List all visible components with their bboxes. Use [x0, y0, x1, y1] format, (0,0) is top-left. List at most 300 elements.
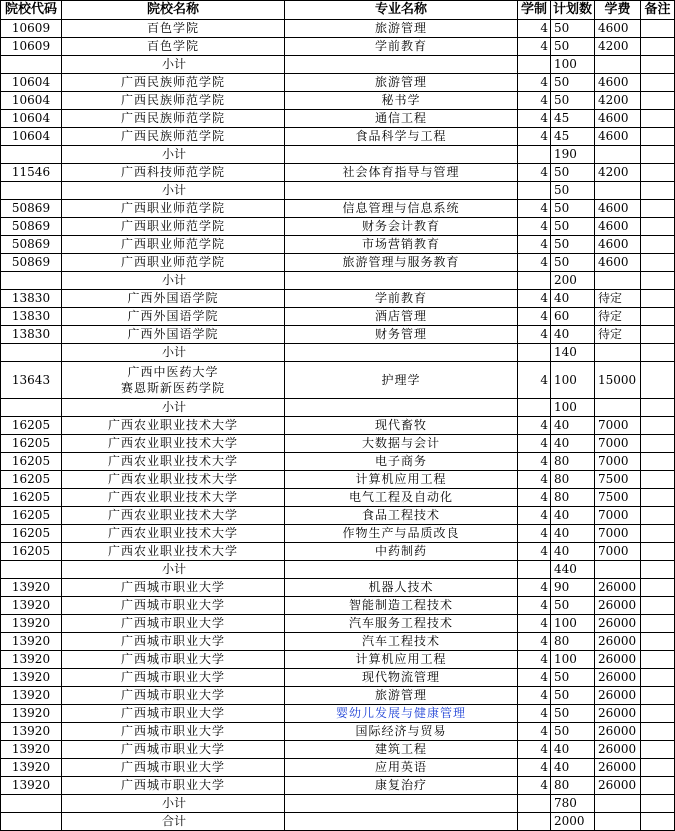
major-name-cell: 护理学 — [285, 362, 518, 399]
years-cell: 4 — [518, 290, 551, 308]
subtotal-row — [1, 344, 675, 362]
plan-count-cell: 50 — [551, 74, 595, 92]
table-row — [1, 453, 675, 471]
empty-cell — [641, 182, 675, 200]
school-name-cell: 广西城市职业大学 — [62, 633, 285, 651]
empty-cell — [285, 344, 518, 362]
plan-count-cell: 40 — [551, 290, 595, 308]
tuition-cell: 4600 — [595, 20, 641, 38]
school-code-cell: 16205 — [1, 417, 62, 435]
notes-cell — [641, 759, 675, 777]
years-cell: 4 — [518, 38, 551, 56]
plan-count-cell: 50 — [551, 92, 595, 110]
notes-cell — [641, 110, 675, 128]
years-cell: 4 — [518, 687, 551, 705]
empty-cell — [285, 56, 518, 74]
empty-cell — [641, 795, 675, 813]
subtotal-label-cell: 小计 — [62, 146, 285, 164]
table-row — [1, 741, 675, 759]
empty-cell — [518, 272, 551, 290]
empty-cell — [518, 399, 551, 417]
years-cell: 4 — [518, 723, 551, 741]
empty-cell — [595, 272, 641, 290]
empty-cell — [595, 795, 641, 813]
notes-cell — [641, 417, 675, 435]
subtotal-row — [1, 146, 675, 164]
header-row — [1, 1, 675, 20]
table-row — [1, 254, 675, 272]
notes-cell — [641, 308, 675, 326]
tuition-cell: 26000 — [595, 633, 641, 651]
subtotal-row — [1, 272, 675, 290]
header-school-code: 院校代码 — [1, 1, 62, 20]
years-cell: 4 — [518, 110, 551, 128]
empty-cell — [285, 561, 518, 579]
years-cell: 4 — [518, 543, 551, 561]
empty-cell — [595, 146, 641, 164]
school-code-cell: 13920 — [1, 669, 62, 687]
subtotal-row — [1, 795, 675, 813]
notes-cell — [641, 543, 675, 561]
notes-cell — [641, 615, 675, 633]
school-name-cell: 百色学院 — [62, 38, 285, 56]
school-name-cell: 广西城市职业大学 — [62, 723, 285, 741]
tuition-cell: 7500 — [595, 471, 641, 489]
school-code-cell: 13643 — [1, 362, 62, 399]
plan-count-cell: 40 — [551, 759, 595, 777]
major-name-cell: 旅游管理 — [285, 20, 518, 38]
empty-cell — [1, 182, 62, 200]
table-row — [1, 669, 675, 687]
major-name-cell: 市场营销教育 — [285, 236, 518, 254]
years-cell: 4 — [518, 759, 551, 777]
empty-cell — [641, 272, 675, 290]
tuition-cell: 7000 — [595, 543, 641, 561]
major-name-cell: 婴幼儿发展与健康管理 — [285, 705, 518, 723]
notes-cell — [641, 453, 675, 471]
school-name-cell: 广西农业职业技术大学 — [62, 525, 285, 543]
empty-cell — [285, 146, 518, 164]
major-name-cell: 电子商务 — [285, 453, 518, 471]
table-row — [1, 759, 675, 777]
years-cell: 4 — [518, 74, 551, 92]
table-row — [1, 723, 675, 741]
major-name-cell: 国际经济与贸易 — [285, 723, 518, 741]
header-plan-count: 计划数 — [551, 1, 595, 20]
table-row — [1, 290, 675, 308]
major-name-cell: 财务管理 — [285, 326, 518, 344]
notes-cell — [641, 507, 675, 525]
major-name-cell: 应用英语 — [285, 759, 518, 777]
table-row — [1, 615, 675, 633]
school-name-cell: 广西农业职业技术大学 — [62, 543, 285, 561]
major-name-cell: 康复治疗 — [285, 777, 518, 795]
years-cell: 4 — [518, 164, 551, 182]
years-cell: 4 — [518, 308, 551, 326]
school-code-cell: 16205 — [1, 525, 62, 543]
table-row — [1, 705, 675, 723]
empty-cell — [641, 561, 675, 579]
major-name-cell: 中药制药 — [285, 543, 518, 561]
empty-cell — [1, 56, 62, 74]
empty-cell — [641, 344, 675, 362]
plan-count-cell: 40 — [551, 435, 595, 453]
table-row — [1, 74, 675, 92]
years-cell: 4 — [518, 236, 551, 254]
years-cell: 4 — [518, 489, 551, 507]
tuition-cell: 4600 — [595, 74, 641, 92]
school-code-cell: 10604 — [1, 110, 62, 128]
empty-cell — [595, 399, 641, 417]
major-name-cell: 现代物流管理 — [285, 669, 518, 687]
plan-count-cell: 50 — [551, 236, 595, 254]
major-name-cell: 食品工程技术 — [285, 507, 518, 525]
school-code-cell: 13830 — [1, 326, 62, 344]
plan-count-cell: 50 — [551, 723, 595, 741]
tuition-cell: 4600 — [595, 254, 641, 272]
table-row — [1, 417, 675, 435]
school-code-cell: 10604 — [1, 92, 62, 110]
tuition-cell: 待定 — [595, 308, 641, 326]
school-code-cell: 50869 — [1, 254, 62, 272]
subtotal-row — [1, 182, 675, 200]
tuition-cell: 4600 — [595, 236, 641, 254]
notes-cell — [641, 723, 675, 741]
notes-cell — [641, 777, 675, 795]
major-name-cell: 机器人技术 — [285, 579, 518, 597]
table-row — [1, 579, 675, 597]
subtotal-plan-cell: 2000 — [551, 813, 595, 831]
major-name-cell: 旅游管理与服务教育 — [285, 254, 518, 272]
table-row — [1, 597, 675, 615]
school-code-cell: 13830 — [1, 308, 62, 326]
school-name-cell: 广西城市职业大学 — [62, 669, 285, 687]
years-cell: 4 — [518, 597, 551, 615]
empty-cell — [518, 795, 551, 813]
empty-cell — [595, 561, 641, 579]
tuition-cell: 4600 — [595, 218, 641, 236]
subtotal-label-cell: 小计 — [62, 344, 285, 362]
years-cell: 4 — [518, 92, 551, 110]
school-name-cell: 广西民族师范学院 — [62, 128, 285, 146]
years-cell: 4 — [518, 507, 551, 525]
years-cell: 4 — [518, 435, 551, 453]
years-cell: 4 — [518, 741, 551, 759]
tuition-cell: 4600 — [595, 200, 641, 218]
table-row — [1, 110, 675, 128]
notes-cell — [641, 651, 675, 669]
school-code-cell: 11546 — [1, 164, 62, 182]
school-code-cell: 10604 — [1, 128, 62, 146]
subtotal-label-cell: 小计 — [62, 795, 285, 813]
plan-count-cell: 40 — [551, 417, 595, 435]
grand-total-row — [1, 813, 675, 831]
table-row — [1, 164, 675, 182]
major-name-cell: 作物生产与品质改良 — [285, 525, 518, 543]
major-name-cell: 食品科学与工程 — [285, 128, 518, 146]
subtotal-label-cell: 小计 — [62, 56, 285, 74]
table-row — [1, 633, 675, 651]
plan-count-cell: 100 — [551, 651, 595, 669]
subtotal-label-cell: 合计 — [62, 813, 285, 831]
major-name-cell: 汽车工程技术 — [285, 633, 518, 651]
empty-cell — [285, 813, 518, 831]
major-name-cell: 学前教育 — [285, 38, 518, 56]
school-name-cell: 广西职业师范学院 — [62, 236, 285, 254]
years-cell: 4 — [518, 200, 551, 218]
years-cell: 4 — [518, 128, 551, 146]
school-code-cell: 16205 — [1, 471, 62, 489]
plan-count-cell: 80 — [551, 489, 595, 507]
school-name-cell: 广西城市职业大学 — [62, 759, 285, 777]
empty-cell — [1, 813, 62, 831]
major-name-cell: 建筑工程 — [285, 741, 518, 759]
school-code-cell: 13920 — [1, 741, 62, 759]
major-name-cell: 电气工程及自动化 — [285, 489, 518, 507]
school-name-cell: 广西农业职业技术大学 — [62, 507, 285, 525]
years-cell: 4 — [518, 362, 551, 399]
school-name-cell: 广西城市职业大学 — [62, 597, 285, 615]
table-row — [1, 489, 675, 507]
subtotal-label-cell: 小计 — [62, 182, 285, 200]
school-code-cell: 10609 — [1, 38, 62, 56]
plan-count-cell: 50 — [551, 705, 595, 723]
table-row — [1, 362, 675, 399]
plan-count-cell: 50 — [551, 20, 595, 38]
notes-cell — [641, 669, 675, 687]
table-row — [1, 687, 675, 705]
school-code-cell: 13830 — [1, 290, 62, 308]
plan-count-cell: 80 — [551, 453, 595, 471]
table-body — [1, 20, 675, 831]
school-name-cell: 广西外国语学院 — [62, 290, 285, 308]
table-row — [1, 326, 675, 344]
plan-count-cell: 90 — [551, 579, 595, 597]
notes-cell — [641, 38, 675, 56]
school-name-cell: 广西城市职业大学 — [62, 741, 285, 759]
major-name-cell: 汽车服务工程技术 — [285, 615, 518, 633]
notes-cell — [641, 164, 675, 182]
tuition-cell: 26000 — [595, 741, 641, 759]
tuition-cell: 7000 — [595, 417, 641, 435]
plan-count-cell: 40 — [551, 741, 595, 759]
school-name-line: 广西中医药大学 — [127, 365, 219, 379]
notes-cell — [641, 741, 675, 759]
years-cell: 4 — [518, 20, 551, 38]
school-code-cell: 50869 — [1, 218, 62, 236]
tuition-cell: 26000 — [595, 579, 641, 597]
school-code-cell: 13920 — [1, 597, 62, 615]
table-row — [1, 92, 675, 110]
empty-cell — [1, 146, 62, 164]
major-name-cell: 酒店管理 — [285, 308, 518, 326]
major-name-cell: 现代畜牧 — [285, 417, 518, 435]
empty-cell — [518, 813, 551, 831]
school-code-cell: 50869 — [1, 200, 62, 218]
major-name-cell: 旅游管理 — [285, 74, 518, 92]
years-cell: 4 — [518, 669, 551, 687]
tuition-cell: 7000 — [595, 507, 641, 525]
notes-cell — [641, 435, 675, 453]
tuition-cell: 4200 — [595, 164, 641, 182]
school-name-cell: 广西农业职业技术大学 — [62, 417, 285, 435]
plan-count-cell: 50 — [551, 164, 595, 182]
school-name-cell: 广西外国语学院 — [62, 308, 285, 326]
subtotal-plan-cell: 780 — [551, 795, 595, 813]
tuition-cell: 26000 — [595, 759, 641, 777]
header-tuition: 学费 — [595, 1, 641, 20]
plan-count-cell: 40 — [551, 543, 595, 561]
school-code-cell: 16205 — [1, 435, 62, 453]
table-row — [1, 218, 675, 236]
notes-cell — [641, 254, 675, 272]
school-name-cell: 广西民族师范学院 — [62, 92, 285, 110]
school-name-line: 赛恩斯新医药学院 — [120, 381, 225, 395]
tuition-cell: 4600 — [595, 128, 641, 146]
years-cell: 4 — [518, 525, 551, 543]
tuition-cell: 待定 — [595, 326, 641, 344]
subtotal-label-cell: 小计 — [62, 399, 285, 417]
empty-cell — [518, 182, 551, 200]
subtotal-row — [1, 399, 675, 417]
years-cell: 4 — [518, 633, 551, 651]
subtotal-plan-cell: 100 — [551, 399, 595, 417]
empty-cell — [285, 399, 518, 417]
plan-count-cell: 45 — [551, 128, 595, 146]
notes-cell — [641, 579, 675, 597]
major-name-cell: 信息管理与信息系统 — [285, 200, 518, 218]
header-school-name: 院校名称 — [62, 1, 285, 20]
table-row — [1, 20, 675, 38]
school-code-cell: 16205 — [1, 489, 62, 507]
tuition-cell: 26000 — [595, 597, 641, 615]
notes-cell — [641, 236, 675, 254]
years-cell: 4 — [518, 218, 551, 236]
major-name-cell: 财务会计教育 — [285, 218, 518, 236]
table-row — [1, 471, 675, 489]
school-code-cell: 13920 — [1, 615, 62, 633]
school-code-cell: 10604 — [1, 74, 62, 92]
plan-count-cell: 50 — [551, 669, 595, 687]
tuition-cell: 26000 — [595, 615, 641, 633]
school-code-cell: 13920 — [1, 723, 62, 741]
tuition-cell: 26000 — [595, 705, 641, 723]
notes-cell — [641, 362, 675, 399]
school-name-cell: 广西农业职业技术大学 — [62, 471, 285, 489]
notes-cell — [641, 20, 675, 38]
years-cell: 4 — [518, 615, 551, 633]
subtotal-plan-cell: 190 — [551, 146, 595, 164]
table-row — [1, 507, 675, 525]
empty-cell — [595, 344, 641, 362]
subtotal-row — [1, 56, 675, 74]
school-name-cell: 广西民族师范学院 — [62, 110, 285, 128]
school-code-cell: 16205 — [1, 507, 62, 525]
subtotal-plan-cell: 200 — [551, 272, 595, 290]
years-cell: 4 — [518, 651, 551, 669]
school-name-cell: 广西职业师范学院 — [62, 218, 285, 236]
table-row — [1, 128, 675, 146]
empty-cell — [1, 344, 62, 362]
notes-cell — [641, 525, 675, 543]
years-cell: 4 — [518, 471, 551, 489]
years-cell: 4 — [518, 326, 551, 344]
plan-count-cell: 45 — [551, 110, 595, 128]
tuition-cell: 4600 — [595, 110, 641, 128]
major-name-cell: 大数据与会计 — [285, 435, 518, 453]
notes-cell — [641, 471, 675, 489]
tuition-cell: 26000 — [595, 723, 641, 741]
empty-cell — [1, 272, 62, 290]
subtotal-plan-cell: 50 — [551, 182, 595, 200]
major-name-cell: 通信工程 — [285, 110, 518, 128]
tuition-cell: 7000 — [595, 453, 641, 471]
header-notes: 备注 — [641, 1, 675, 20]
plan-count-cell: 50 — [551, 254, 595, 272]
school-code-cell: 13920 — [1, 759, 62, 777]
notes-cell — [641, 326, 675, 344]
plan-count-cell: 50 — [551, 687, 595, 705]
empty-cell — [285, 182, 518, 200]
tuition-cell: 7000 — [595, 435, 641, 453]
major-name-cell: 秘书学 — [285, 92, 518, 110]
header-major-name: 专业名称 — [285, 1, 518, 20]
school-name-cell: 广西城市职业大学 — [62, 687, 285, 705]
notes-cell — [641, 128, 675, 146]
empty-cell — [518, 344, 551, 362]
empty-cell — [595, 182, 641, 200]
empty-cell — [595, 813, 641, 831]
plan-count-cell: 100 — [551, 615, 595, 633]
school-name-cell: 广西外国语学院 — [62, 326, 285, 344]
school-name-cell: 广西职业师范学院 — [62, 254, 285, 272]
major-name-cell: 计算机应用工程 — [285, 651, 518, 669]
subtotal-row — [1, 561, 675, 579]
school-code-cell: 13920 — [1, 633, 62, 651]
years-cell: 4 — [518, 705, 551, 723]
notes-cell — [641, 489, 675, 507]
school-code-cell: 13920 — [1, 687, 62, 705]
subtotal-label-cell: 小计 — [62, 561, 285, 579]
empty-cell — [1, 795, 62, 813]
subtotal-plan-cell: 440 — [551, 561, 595, 579]
tuition-cell: 26000 — [595, 669, 641, 687]
plan-count-cell: 50 — [551, 38, 595, 56]
plan-count-cell: 80 — [551, 633, 595, 651]
empty-cell — [1, 561, 62, 579]
tuition-cell: 26000 — [595, 777, 641, 795]
years-cell: 4 — [518, 453, 551, 471]
notes-cell — [641, 597, 675, 615]
table-row — [1, 543, 675, 561]
plan-count-cell: 80 — [551, 777, 595, 795]
empty-cell — [641, 399, 675, 417]
major-name-cell: 智能制造工程技术 — [285, 597, 518, 615]
table-row — [1, 525, 675, 543]
school-name-cell — [62, 362, 285, 399]
table-row — [1, 651, 675, 669]
empty-cell — [595, 56, 641, 74]
school-name-cell: 广西城市职业大学 — [62, 777, 285, 795]
years-cell: 4 — [518, 777, 551, 795]
school-code-cell: 13920 — [1, 579, 62, 597]
years-cell: 4 — [518, 417, 551, 435]
major-name-cell: 计算机应用工程 — [285, 471, 518, 489]
subtotal-label-cell: 小计 — [62, 272, 285, 290]
major-name-cell: 学前教育 — [285, 290, 518, 308]
empty-cell — [1, 399, 62, 417]
school-name-cell: 百色学院 — [62, 20, 285, 38]
